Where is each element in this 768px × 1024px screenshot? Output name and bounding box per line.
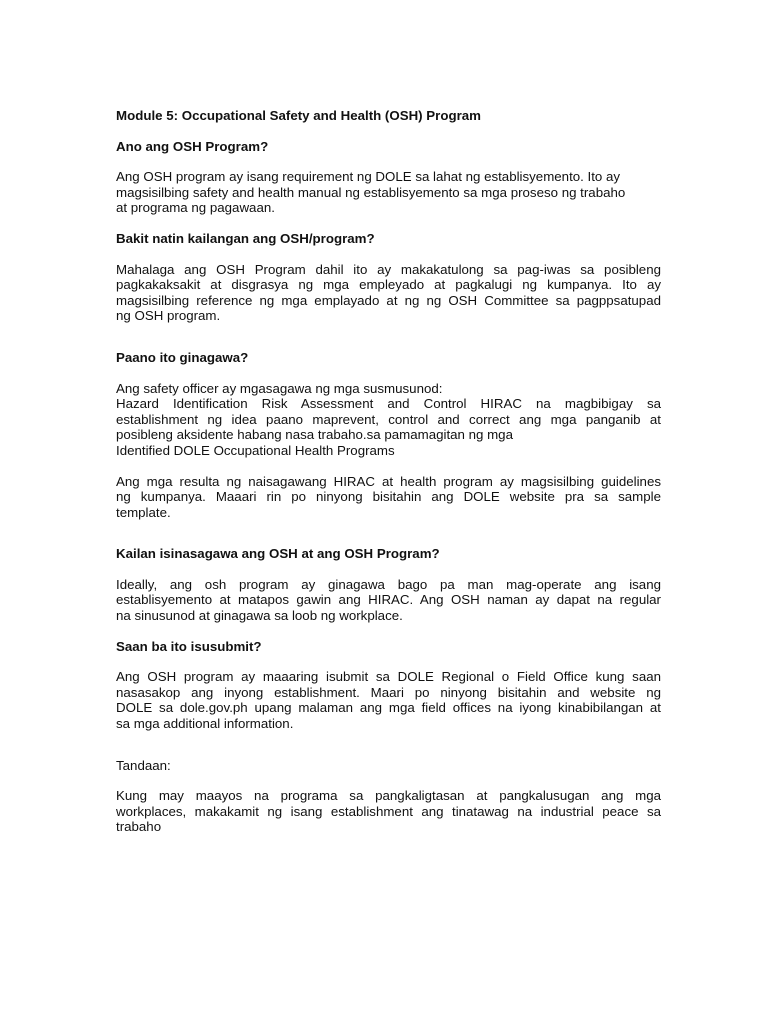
body-line: nasasakop ang inyong establishment. Maari po ninyong bisitahin and website ng	[116, 684, 661, 700]
body-line: Mahalaga ang OSH Program dahil ito ay makakatulong sa pag-iwas sa posibleng	[116, 261, 661, 277]
body-line: ng kumpanya. Maaari rin po ninyong bisitahin ang DOLE website pra sa sample	[116, 489, 661, 505]
document-page	[116, 108, 661, 850]
body-line: magsisilbing reference ng mga emplayado at ng ng OSH Committee sa pagppsatupad	[116, 292, 661, 308]
body-line: DOLE sa dole.gov.ph upang malaman ang mga field offices na iyong kinabibilangan at	[116, 700, 661, 716]
body-line: sa mga additional information.	[116, 716, 294, 732]
body-line: Kung may maayos na programa sa pangkaligtasan at pangkalusugan ang mga	[116, 788, 661, 804]
body-line: template.	[116, 504, 171, 520]
section-body-paano	[116, 381, 661, 459]
body-line: Ang OSH program ay maaaring isubmit sa DOLE Regional o Field Office kung saan	[116, 669, 661, 685]
reminder-label: Tandaan:	[116, 757, 171, 773]
body-line: Ang safety officer ay mgasagawa ng mga susmusunod:	[116, 380, 443, 396]
section-body-ano	[116, 169, 661, 216]
body-line: establisyemento at matapos gawin ang HIRAC. Ang OSH naman ay dapat na regular	[116, 592, 661, 608]
body-line: workplaces, makakamit ng isang establishment ang tinatawag na industrial peace sa	[116, 803, 661, 819]
body-line: Ideally, ang osh program ay ginagawa bago pa man mag-operate ang isang	[116, 576, 661, 592]
section-body-bakit	[116, 262, 661, 324]
body-line: magsisilbing safety and health manual ng establisyemento sa mga proseso ng trabaho	[116, 184, 626, 200]
section-body-paano-2	[116, 474, 661, 521]
body-line: posibleng aksidente habang nasa trabaho.sa pamamagitan ng mga	[116, 427, 513, 443]
body-line: ng OSH program.	[116, 308, 221, 324]
section-heading-ano: Ano ang OSH Program?	[116, 138, 269, 154]
document-title: Module 5: Occupational Safety and Health (OSH) Program	[116, 108, 481, 123]
body-line: na sinusunod at ginagawa sa loob ng workplace.	[116, 608, 403, 624]
body-line: at programa ng pagawaan.	[116, 200, 275, 216]
section-body-saan	[116, 669, 661, 731]
body-line: Identified DOLE Occupational Health Programs	[116, 442, 395, 458]
section-heading-saan: Saan ba ito isusubmit?	[116, 638, 262, 654]
body-line: Ang mga resulta ng naisagawang HIRAC at health program ay magsisilbing guidelines	[116, 473, 661, 489]
section-heading-bakit: Bakit natin kailangan ang OSH/program?	[116, 230, 375, 246]
section-heading-kailan: Kailan isinasagawa ang OSH at ang OSH Program?	[116, 546, 440, 562]
body-line: Ang OSH program ay isang requirement ng DOLE sa lahat ng establisyemento. Ito ay	[116, 169, 621, 185]
section-body-kailan	[116, 577, 661, 624]
body-line: pagkakaksakit at disgrasya ng mga empleyado at pagkalugi ng kumpanya. Ito ay	[116, 277, 661, 293]
body-line: establishment ng idea paano maprevent, control and correct ang mga panganib at	[116, 411, 661, 427]
body-line: trabaho	[116, 819, 162, 835]
body-line: Hazard Identification Risk Assessment and Control HIRAC na magbibigay sa	[116, 396, 661, 412]
reminder-body	[116, 788, 661, 835]
section-heading-paano: Paano ito ginagawa?	[116, 349, 249, 365]
